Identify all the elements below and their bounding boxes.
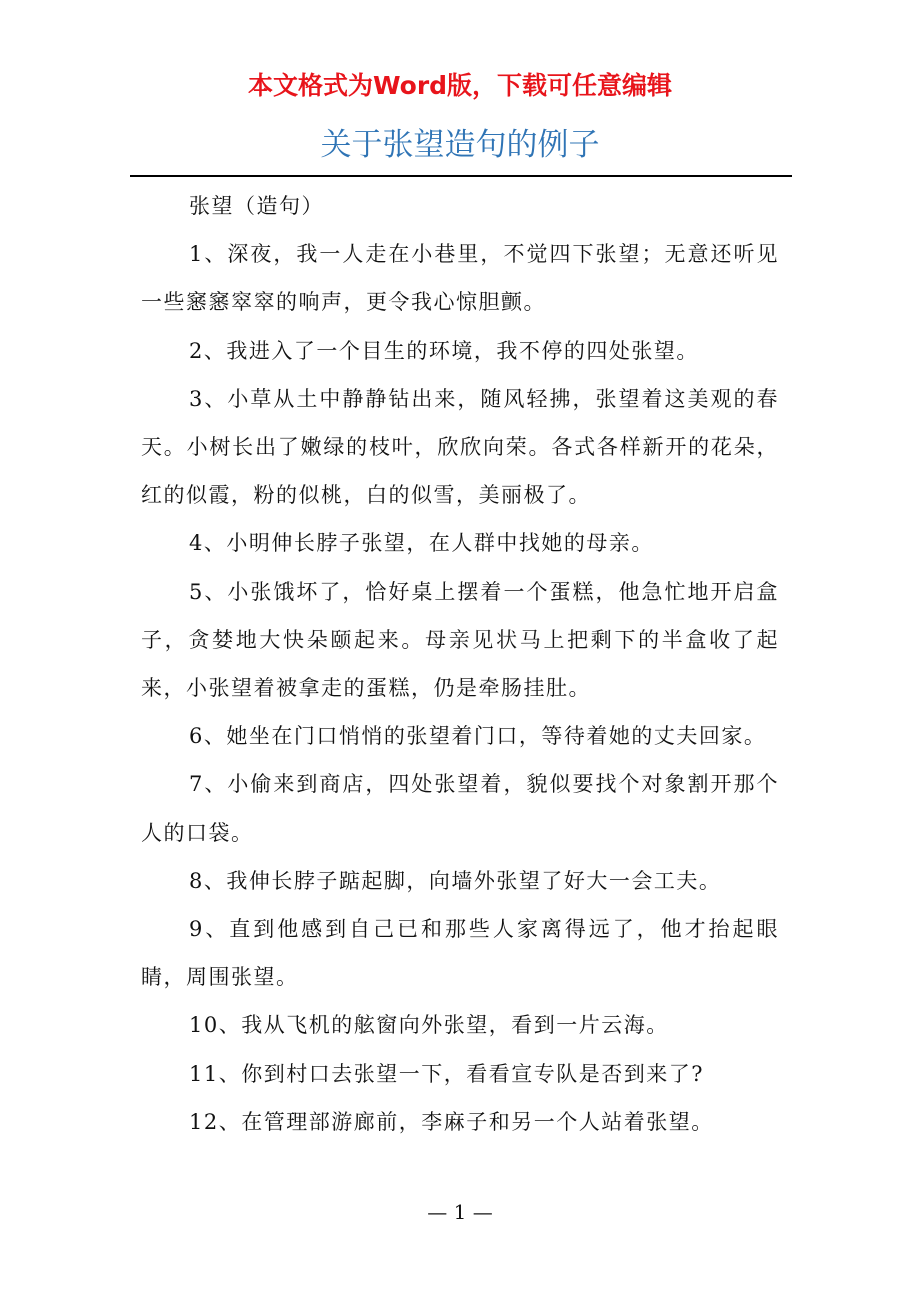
example-sentence-5: 5、小张饿坏了，恰好桌上摆着一个蛋糕，他急忙地开启盒子，贪婪地大快朵颐起来。母亲见状马上把剩下的半盒收了起来，小张望着被拿走的蛋糕，仍是牵肠挂肚。 — [141, 579, 779, 701]
example-sentence-1: 1、深夜，我一人走在小巷里，不觉四下张望；无意还听见一些窸窸窣窣的响声，更令我心惊胆颤。 — [141, 242, 779, 315]
title-divider — [130, 175, 792, 177]
example-sentence-11: 11、你到村口去张望一下，看看宣专队是否到来了? — [189, 1061, 704, 1086]
example-sentence-4: 4、小明伸长脖子张望，在人群中找她的母亲。 — [189, 531, 654, 556]
example-sentence-3: 3、小草从土中静静钻出来，随风轻拂，张望着这美观的春天。小树长出了嫩绿的枝叶，欣欣向荣。各式各样新开的花朵，红的似霞，粉的似桃，白的似雪，美丽极了。 — [141, 386, 779, 508]
example-sentence-9: 9、直到他感到自己已和那些人家离得远了，他才抬起眼睛，周围张望。 — [141, 917, 779, 990]
example-sentence-2: 2、我进入了一个目生的环境，我不停的四处张望。 — [189, 338, 699, 363]
example-sentence-7: 7、小偷来到商店，四处张望着，貌似要找个对象割开那个人的口袋。 — [141, 772, 779, 845]
example-sentence-8: 8、我伸长脖子踮起脚，向墙外张望了好大一会工夫。 — [189, 868, 722, 893]
page-number: — 1 — — [427, 1200, 493, 1224]
editable-notice-banner: 本文格式为Word版，下载可任意编辑 — [247, 71, 673, 100]
example-sentence-10: 10、我从飞机的舷窗向外张望，看到一片云海。 — [189, 1013, 669, 1038]
document-body — [141, 182, 779, 1146]
document-title: 关于张望造句的例子 — [320, 127, 600, 163]
example-sentence-12: 12、在管理部游廊前，李麻子和另一个人站着张望。 — [189, 1109, 714, 1134]
example-sentence-6: 6、她坐在门口悄悄的张望着门口，等待着她的丈夫回家。 — [189, 724, 767, 749]
section-heading: 张望（造句） — [189, 194, 324, 218]
